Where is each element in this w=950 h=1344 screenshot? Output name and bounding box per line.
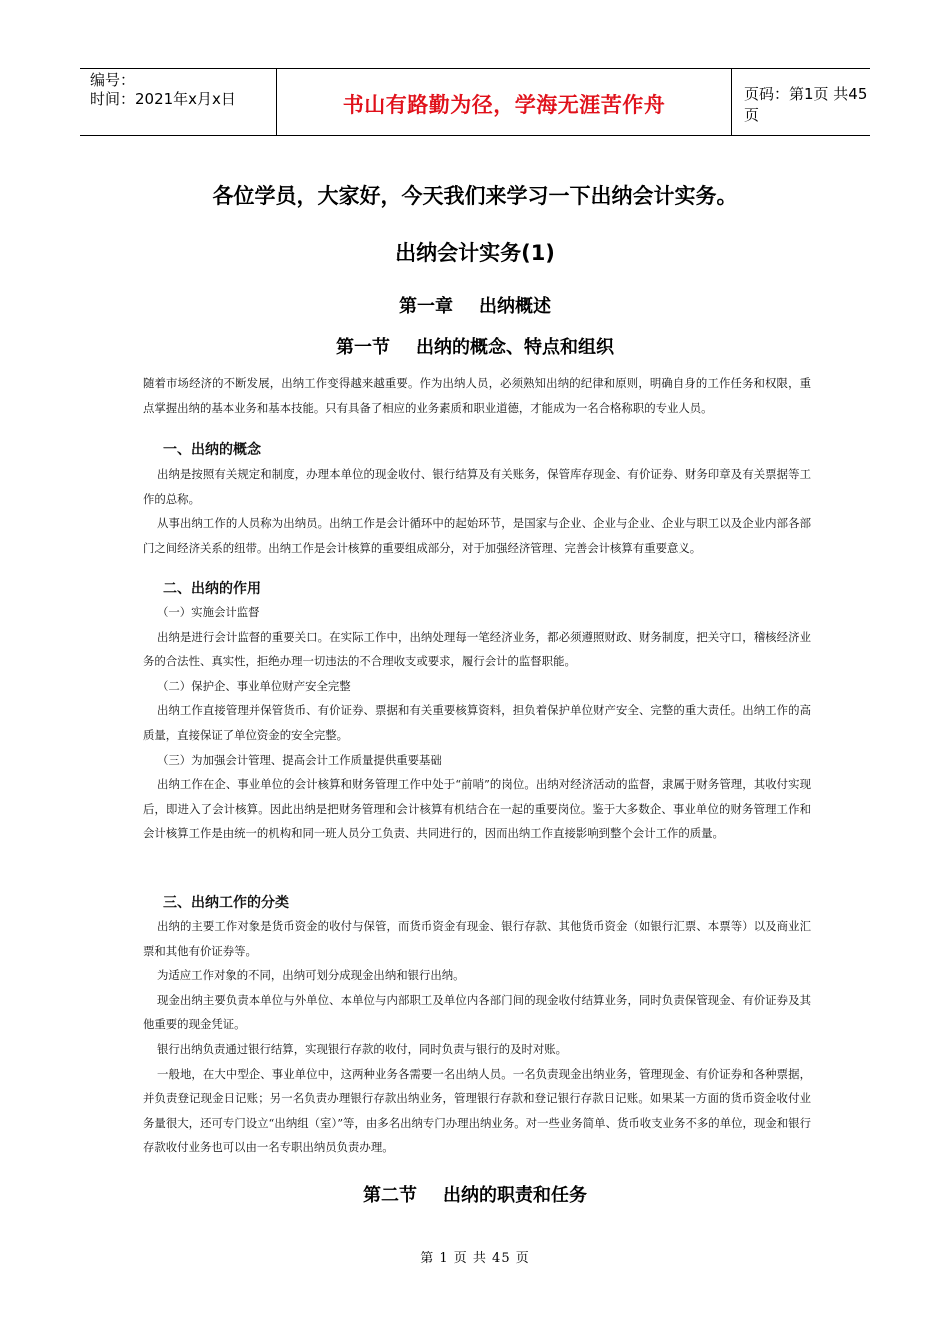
subsection-3-body: [143, 914, 811, 1160]
sub-heading: （三）为加强会计管理、提高会计工作质量提供重要基础: [157, 752, 442, 767]
section2-name: 出纳的职责和任务: [443, 1185, 587, 1206]
body-intro: [143, 371, 811, 420]
subsection-2-body: [143, 600, 811, 846]
page-footer: 第 1 页 共 45 页: [420, 1251, 530, 1266]
chapter-name: 出纳概述: [479, 296, 551, 317]
paragraph: 从事出纳工作的人员称为出纳员。出纳工作是会计循环中的起始环节，是国家与企业、企业与企业、企业与职工以及企业内部各部门之间经济关系的纽带。出纳工作是会计核算的重要组成部分，对于加强经济管理、完善会计核算有重要意义。: [143, 516, 811, 555]
paragraph: 出纳是进行会计监督的重要关口。在实际工作中，出纳处理每一笔经济业务，都必须遵照财政、财务制度，把关守口，稽核经济业务的合法性、真实性，拒绝办理一切违法的不合理收支或要求，履行会计的监督职能。: [143, 629, 811, 669]
sub-heading: （二）保护企、事业单位财产安全完整: [157, 678, 351, 693]
sub-heading: （一）实施会计监督: [157, 605, 260, 619]
subsection-2: [143, 579, 811, 599]
paragraph: 现金出纳主要负责本单位与外单位、本单位与内部职工及单位内各部门间的现金收付结算业务，同时负责保管现金、有价证券及其他重要的现金凭证。: [143, 992, 811, 1032]
subsection-1-body: [143, 462, 811, 560]
paragraph: 出纳的主要工作对象是货币资金的收付与保管，而货币资金有现金、银行存款、其他货币资金（如银行汇票、本票等）以及商业汇票和其他有价证券等。: [143, 919, 811, 958]
header-page-info: 页码：第1页 共45页: [744, 85, 868, 124]
section2-number: 第二节: [363, 1185, 417, 1206]
section1-heading: [0, 333, 950, 359]
paragraph: 出纳是按照有关规定和制度，办理本单位的现金收付、银行结算及有关账务，保管库存现金、有价证券、财务印章及有关票据等工作的总称。: [143, 467, 811, 506]
subsection-1-heading: 一、出纳的概念: [163, 442, 261, 458]
subsection-1: [143, 440, 811, 460]
paragraph: 为适应工作对象的不同，出纳可划分成现金出纳和银行出纳。: [157, 968, 465, 983]
section1-number: 第一节: [336, 337, 390, 358]
subsection-2-heading: 二、出纳的作用: [163, 581, 261, 597]
chapter-heading: [0, 292, 950, 318]
header-motto: 书山有路勤为径，学海无涯苦作舟: [342, 93, 666, 117]
chapter-number: 第一章: [399, 296, 453, 317]
serial-label: 编号：: [90, 71, 136, 89]
page-header: [80, 68, 870, 136]
paragraph: 一般地，在大中型企、事业单位中，这两种业务各需要一名出纳人员。一名负责现金出纳业务，管理现金、有价证券和各种票据，并负责登记现金日记账；另一名负责办理银行存款出纳业务，管理银行存款和登记银行存款日记账。如果某一方面的货币资金收付业务量很大，还可专门设立“出纳组（室）”等，由多名出纳专门办理出纳业务。对一些业务简单、货币收支业务不多的单位，现金和银行存款收付业务也可以由一名专职出纳员负责办理。: [143, 1066, 811, 1155]
paragraph: 银行出纳负责通过银行结算，实现银行存款的收付，同时负责与银行的及时对账。: [157, 1041, 568, 1056]
paragraph: 出纳工作直接管理并保管货币、有价证券、票据和有关重要核算资料，担负着保护单位财产安全、完整的重大责任。出纳工作的高质量，直接保证了单位资金的安全完整。: [143, 703, 811, 742]
subsection-3-heading: 三、出纳工作的分类: [163, 895, 289, 911]
intro-line: 各位学员，大家好，今天我们来学习一下出纳会计实务。: [212, 184, 738, 208]
doc-title: 出纳会计实务(1): [395, 241, 555, 265]
intro-paragraph: 随着市场经济的不断发展，出纳工作变得越来越重要。作为出纳人员，必须熟知出纳的纪律和原则，明确自身的工作任务和权限，重点掌握出纳的基本业务和基本技能。只有具备了相应的业务素质和职业道德，才能成为一名合格称职的专业人员。: [143, 376, 811, 415]
subsection-3: [143, 893, 811, 913]
section2-heading: [0, 1181, 950, 1207]
header-motto-cell: [276, 69, 732, 135]
paragraph: 出纳工作在企、事业单位的会计核算和财务管理工作中处于“前哨”的岗位。出纳对经济活动的监督，隶属于财务管理，其收付实现后，即进入了会计核算。因此出纳是把财务管理和会计核算有机结合在一起的重要岗位。鉴于大多数企、事业单位的财务管理工作和会计核算工作是由统一的机构和同一班人员分工负责、共同进行的，因而出纳工作直接影响到整个会计工作的质量。: [143, 777, 811, 841]
date-line: 时间：2021年x月x日: [90, 90, 236, 108]
header-page-info-cell: [732, 69, 870, 135]
section1-name: 出纳的概念、特点和组织: [416, 337, 614, 358]
header-meta: [80, 69, 276, 135]
